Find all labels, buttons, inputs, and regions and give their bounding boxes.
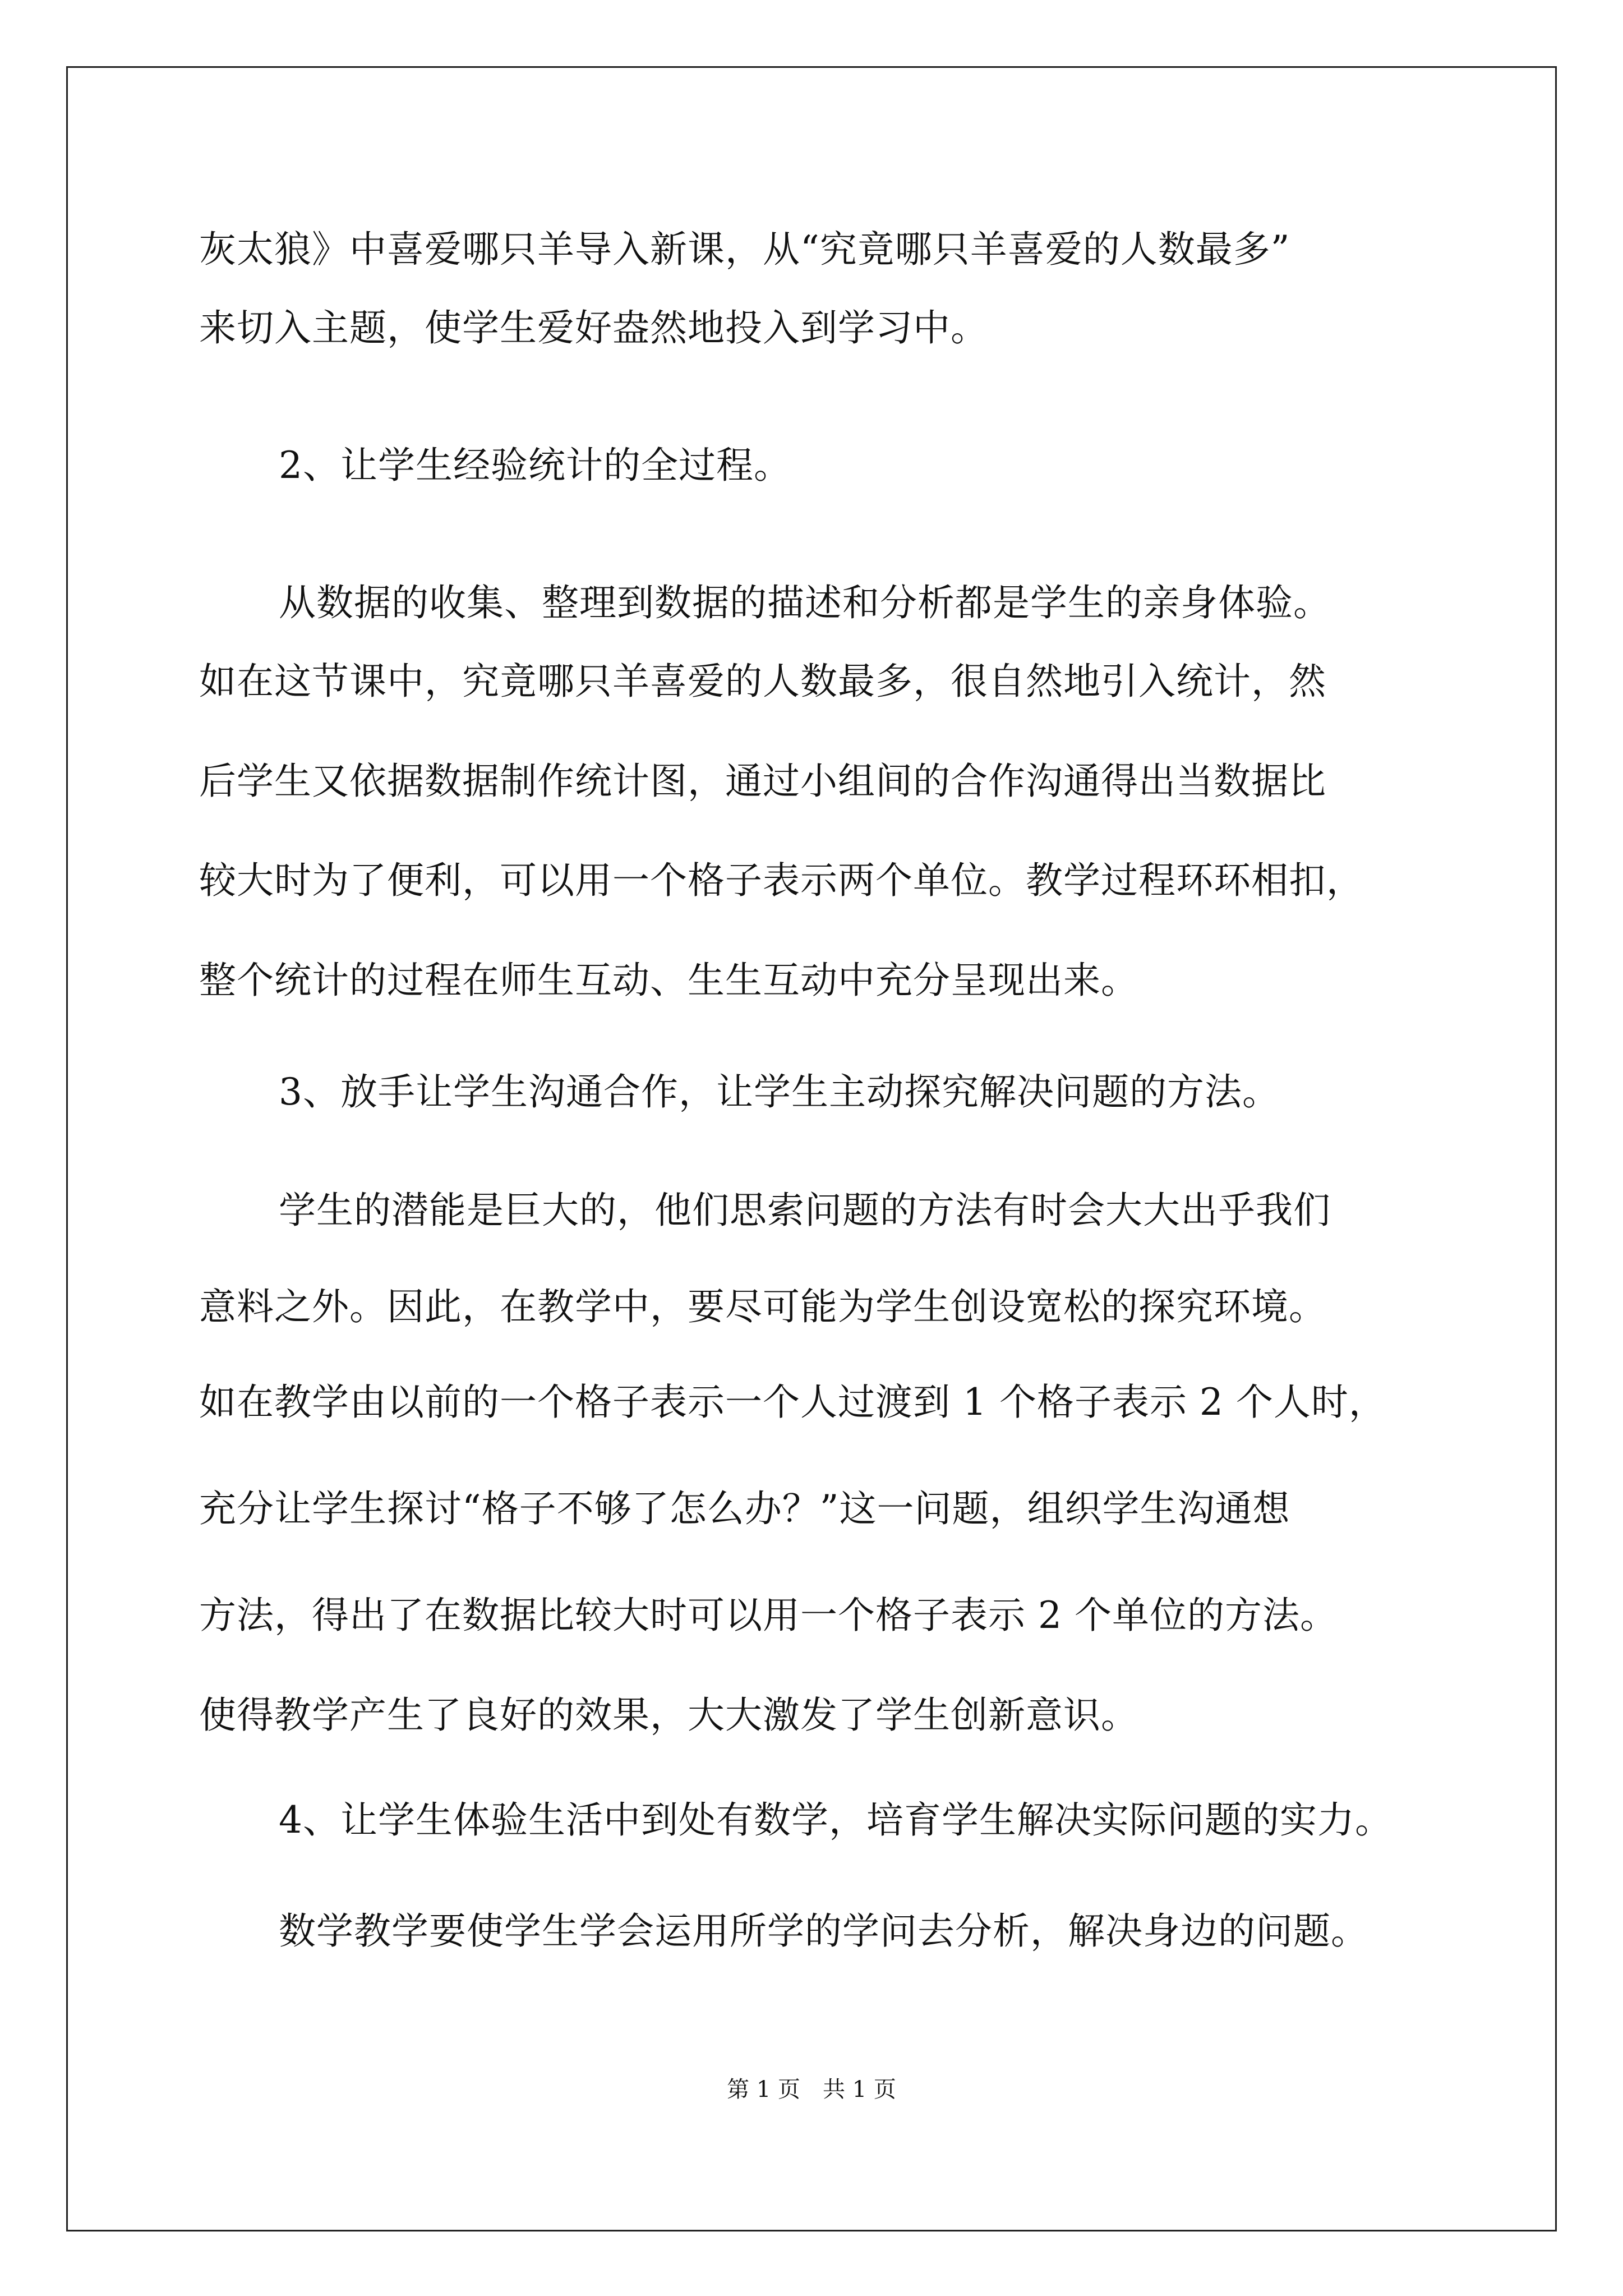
text-line-13: 充分让学生探讨“格子不够了怎么办？”这一问题，组织学生沟通想 (199, 1487, 1290, 1530)
page-border (66, 66, 1557, 2231)
text-line-11: 意料之外。因此，在教学中，要尽可能为学生创设宽松的探究环境。 (199, 1285, 1326, 1328)
list-heading-2: 2、让学生经验统计的全过程。 (279, 444, 791, 487)
page-number: 第 1 页 (727, 2077, 800, 2102)
text-line-14: 方法，得出了在数据比较大时可以用一个格子表示 2 个单位的方法。 (199, 1594, 1338, 1637)
text-line-15: 使得教学产生了良好的效果，大大激发了学生创新意识。 (199, 1694, 1138, 1737)
text-line-10: 学生的潜能是巨大的，他们思索问题的方法有时会大大出乎我们 (279, 1189, 1331, 1232)
list-heading-3: 3、放手让学生沟通合作，让学生主动探究解决问题的方法。 (279, 1070, 1280, 1114)
text-line-8: 整个统计的过程在师生互动、生生互动中充分呈现出来。 (199, 959, 1138, 1002)
page-total: 共 1 页 (823, 2077, 896, 2102)
text-line-2: 来切入主题，使学生爱好盎然地投入到学习中。 (199, 306, 988, 349)
list-heading-4: 4、让学生体验生活中到处有数学，培育学生解决实际问题的实力。 (279, 1798, 1393, 1842)
text-line-1: 灰太狼》中喜爱哪只羊导入新课，从“究竟哪只羊喜爱的人数最多” (199, 228, 1290, 271)
page-footer (0, 2076, 1623, 2104)
text-line-7: 较大时为了便利，可以用一个格子表示两个单位。教学过程环环相扣， (199, 859, 1364, 902)
text-line-12: 如在教学由以前的一个格子表示一个人过渡到 1 个格子表示 2 个人时， (199, 1381, 1386, 1424)
text-line-17: 数学教学要使学生学会运用所学的学问去分析，解决身边的问题。 (279, 1910, 1368, 1953)
text-line-6: 后学生又依据数据制作统计图，通过小组间的合作沟通得出当数据比 (199, 760, 1326, 803)
text-line-4: 从数据的收集、整理到数据的描述和分析都是学生的亲身体验。 (279, 581, 1331, 624)
text-line-5: 如在这节课中，究竟哪只羊喜爱的人数最多，很自然地引入统计，然 (199, 660, 1326, 703)
